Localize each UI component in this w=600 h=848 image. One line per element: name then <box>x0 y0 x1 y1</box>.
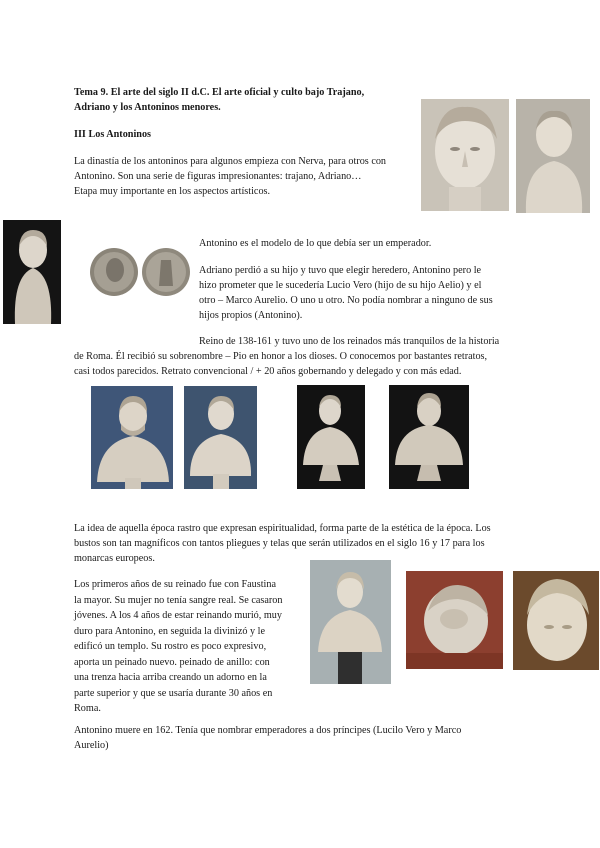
photo-young-head-2 <box>516 99 590 213</box>
faustina-line: duro para Antonino, en seguida la divinizó y le <box>74 625 265 637</box>
paragraph-reign-line: de Roma. Él recibió su sobrenombre – Pio en honor a los dioses. O conocemos por bastantes retratos, <box>74 351 488 362</box>
paragraph-death-line: Aurelio) <box>74 740 109 751</box>
faustina-line: edificó un templo. Su rostro es poco expresivo, <box>74 641 267 652</box>
photo-bust-2 <box>184 386 257 489</box>
photo-coins <box>87 246 193 298</box>
intro-line: La dinastía de los antoninos para algunos empieza con Nerva, para otros con <box>74 156 387 167</box>
paragraph-model: Antonino es el modelo de lo que debía ser un emperador. <box>199 238 432 249</box>
faustina-line: parte superior y que se usaría durante 30 años en <box>74 687 273 699</box>
photo-bust-1 <box>91 386 173 489</box>
paragraph-spirit-line: bustos son tan magníficos con tantos pliegues y telas que serán utilizados en el siglo 16 y 17 para los <box>74 538 485 549</box>
paragraph-reign-line: casi todos parecidos. Retrato convencional / + 20 años gobernando y delegado y con más edad. <box>74 366 462 377</box>
photo-bust-3 <box>297 385 365 489</box>
photo-antonino-bust-left <box>3 220 61 324</box>
paragraph-spirit-line: monarcas europeos. <box>74 553 155 564</box>
title-line-2: Adriano y los Antoninos menores. <box>74 102 221 113</box>
intro-line: Etapa muy importante en los aspectos artísticos. <box>74 186 271 197</box>
faustina-line: Roma. <box>74 703 101 714</box>
faustina-line: Los primeros años de su reinado fue con Faustina <box>74 579 277 590</box>
paragraph-spirit-line: La idea de aquella época rastro que expresan espiritualidad, forma parte de la estética de la época. Los <box>74 523 491 534</box>
photo-faustina-hair-profile <box>513 571 599 670</box>
photo-faustina-hair-back <box>406 571 503 669</box>
intro-line: Antonino. Son una serie de figuras impresionantes: trajano, Adriano… <box>74 171 362 182</box>
paragraph-heir-line: otro – Marco Aurelio. O uno u otro. No podía nombrar a ninguno de sus <box>199 295 493 306</box>
section-heading: III Los Antoninos <box>74 129 152 140</box>
paragraph-heir-line: hijos propios (Antonino). <box>199 310 303 321</box>
faustina-line: una trenza hacia arriba creando un adorno en la <box>74 672 267 683</box>
photo-faustina-bust <box>310 560 391 684</box>
faustina-line: la mayor. Su mujer no tenía sangre real. Se casaron <box>74 594 283 606</box>
paragraph-faustina <box>74 577 304 717</box>
faustina-line: jóvenes. A los 4 años de estar reinando murió, muy <box>74 610 282 621</box>
photo-young-head-1 <box>421 99 509 211</box>
photo-bust-4 <box>389 385 469 489</box>
title-line-1: Tema 9. El arte del siglo II d.C. El arte oficial y culto bajo Trajano, <box>74 87 365 98</box>
paragraph-heir-line: hizo prometer que le sucedería Lucio Vero (hijo de su hijo Aelio) y el <box>199 280 482 291</box>
paragraph-death-line: Antonino muere en 162. Tenía que nombrar emperadores a dos príncipes (Lucilo Vero y Marco <box>74 725 462 736</box>
faustina-line: aporta un peinado nuevo. peinado de anillo: con <box>74 656 270 668</box>
paragraph-reign-line: Reino de 138-161 y tuvo uno de los reinados más tranquilos de la historia <box>199 336 500 347</box>
paragraph-heir-line: Adriano perdió a su hijo y tuvo que elegir heredero, Antonino pero le <box>199 265 482 276</box>
